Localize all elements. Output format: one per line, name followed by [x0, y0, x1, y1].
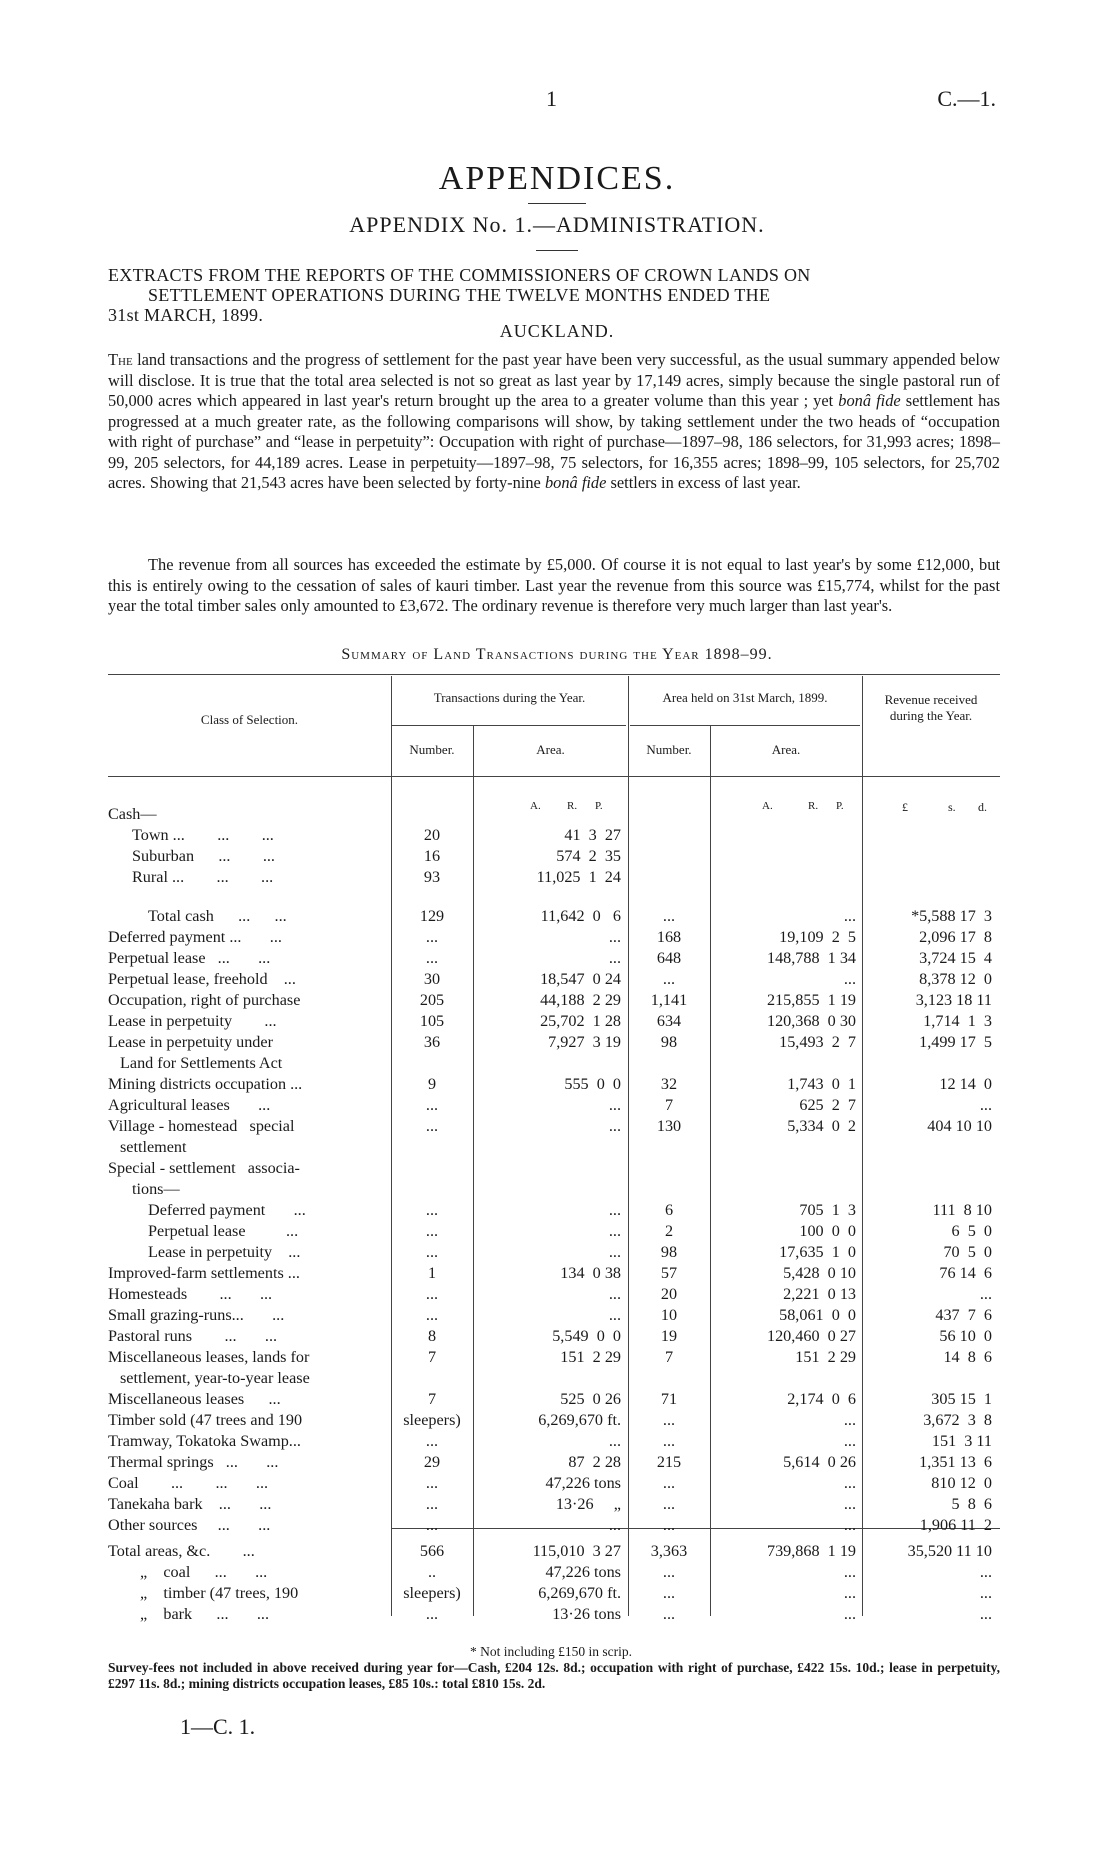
- row-revenue: 1,714 1 3: [923, 1012, 992, 1030]
- row-number-held: ...: [662, 1495, 676, 1513]
- unit-perches-1: P.: [595, 800, 603, 812]
- row-number: ...: [425, 1474, 439, 1492]
- row-number-held: 215: [656, 1453, 682, 1471]
- unit-roods-1: R.: [567, 800, 578, 812]
- row-area: 5,549 0 0: [552, 1327, 621, 1345]
- row-revenue: 5 8 6: [951, 1495, 992, 1513]
- row-number: 30: [423, 970, 441, 988]
- row-area: ...: [608, 1285, 621, 1303]
- row-area-held: 148,788 1 34: [766, 949, 856, 967]
- row-area-held: ...: [843, 1563, 856, 1581]
- row-area: ...: [608, 1306, 621, 1324]
- row-label: Town ... ... ...: [132, 826, 274, 844]
- row-revenue: 3,123 18 11: [915, 991, 992, 1009]
- row-number-held: 57: [660, 1264, 678, 1282]
- row-area: 13·26 „: [555, 1495, 621, 1513]
- row-number-held: 3,363: [650, 1542, 688, 1560]
- row-number: ...: [425, 1605, 439, 1623]
- row-revenue: 8,378 12 0: [919, 970, 992, 988]
- row-number: ...: [425, 949, 439, 967]
- header-number-1: Number.: [409, 742, 455, 757]
- row-number: 29: [423, 1453, 441, 1471]
- row-number-held: 7: [664, 1348, 674, 1366]
- row-number: 93: [423, 868, 441, 886]
- row-area: 11,642 0 6: [540, 907, 621, 925]
- row-area-held: ...: [843, 1474, 856, 1492]
- row-number: ...: [425, 1201, 439, 1219]
- row-area-held: ...: [843, 1516, 856, 1534]
- row-number-held: 6: [664, 1201, 674, 1219]
- row-revenue: 1,906 11 2: [919, 1516, 992, 1534]
- row-area: 6,269,670 ft.: [538, 1584, 621, 1602]
- row-area-held: 17,635 1 0: [779, 1243, 856, 1261]
- row-area: 18,547 0 24: [540, 970, 621, 988]
- row-revenue: 810 12 0: [931, 1474, 992, 1492]
- row-area: 574 2 35: [556, 847, 621, 865]
- row-number: 105: [419, 1012, 445, 1030]
- row-number: ...: [425, 1096, 439, 1114]
- row-area: 44,188 2 29: [540, 991, 621, 1009]
- row-label: Lease in perpetuity ...: [108, 1012, 277, 1030]
- header-transactions: Transactions during the Year.: [433, 690, 586, 705]
- row-label: Thermal springs ... ...: [108, 1453, 279, 1471]
- row-area: 115,010 3 27: [532, 1542, 621, 1560]
- row-number-held: ...: [662, 1605, 676, 1623]
- row-area-held: 58,061 0 0: [779, 1306, 856, 1324]
- table-top-rule: [108, 674, 1000, 675]
- extracts-line-3: 31st MARCH, 1899.: [108, 305, 264, 325]
- row-area-held: ...: [843, 1605, 856, 1623]
- row-label: Total areas, &c. ...: [108, 1542, 255, 1560]
- row-area: 47,226 tons: [545, 1474, 621, 1492]
- row-area: 41 3 27: [564, 826, 621, 844]
- row-label: Miscellaneous leases, lands for: [108, 1348, 310, 1366]
- row-revenue: 305 15 1: [931, 1390, 992, 1408]
- row-area: 7,927 3 19: [548, 1033, 621, 1051]
- para-text-a: land transactions and the progress of settlement for the past year have been very successful, as the usual summary appended below will disclose. It is true that the total area selected is not so great as last year by 17,149 acres, simply because the single pastoral run of 50,000 acres which appeared in last year's return brought up the area to a greater volume than this year ; yet: [108, 350, 1000, 410]
- row-area-held: 2,174 0 6: [787, 1390, 856, 1408]
- row-number-held: 98: [660, 1243, 678, 1261]
- table-title: Summary of Land Transactions during the Year 1898–99.: [341, 646, 773, 663]
- row-label: Occupation, right of purchase: [108, 991, 301, 1009]
- row-revenue: 1,351 13 6: [919, 1453, 992, 1471]
- row-revenue: ...: [979, 1584, 992, 1602]
- page-number: 1: [546, 86, 557, 111]
- row-label: Perpetual lease, freehold ...: [108, 970, 296, 988]
- row-area-held: ...: [843, 1584, 856, 1602]
- row-label: Land for Settlements Act: [120, 1054, 283, 1072]
- header-revenue: Revenue received during the Year.: [884, 692, 978, 723]
- row-area-held: 2,221 0 13: [783, 1285, 856, 1303]
- row-label: Miscellaneous leases ...: [108, 1390, 281, 1408]
- row-number-held: 7: [664, 1096, 674, 1114]
- row-number: ...: [425, 1117, 439, 1135]
- row-area-held: 5,614 0 26: [783, 1453, 856, 1471]
- row-revenue: 111 8 10: [932, 1201, 992, 1219]
- row-number: 20: [423, 826, 441, 844]
- row-label: settlement, year-to-year lease: [120, 1369, 310, 1387]
- row-area-held: ...: [843, 907, 856, 925]
- row-area: 6,269,670 ft.: [538, 1411, 621, 1429]
- row-number-held: 98: [660, 1033, 678, 1051]
- row-number-held: 32: [660, 1075, 678, 1093]
- row-revenue: *5,588 17 3: [911, 907, 992, 925]
- row-number-held: 634: [656, 1012, 682, 1030]
- row-area: 13·26 tons: [552, 1605, 621, 1623]
- row-label: Mining districts occupation ...: [108, 1075, 303, 1093]
- row-area: 11,025 1 24: [536, 868, 621, 886]
- row-label: Total cash ... ...: [148, 907, 287, 925]
- row-area: ...: [608, 1222, 621, 1240]
- row-area-held: ...: [843, 1411, 856, 1429]
- row-number: ...: [425, 928, 439, 946]
- region-heading: AUCKLAND.: [499, 321, 615, 341]
- row-area: ...: [608, 1201, 621, 1219]
- row-revenue: 12 14 0: [939, 1075, 992, 1093]
- appendix-subtitle: APPENDIX No. 1.—ADMINISTRATION.: [349, 212, 765, 237]
- row-area: ...: [608, 1096, 621, 1114]
- unit-pence: d.: [978, 800, 987, 814]
- row-label: Lease in perpetuity under: [108, 1033, 273, 1051]
- row-number: ...: [425, 1243, 439, 1261]
- row-number-held: 130: [656, 1117, 682, 1135]
- row-label: settlement: [120, 1138, 187, 1156]
- row-label: Improved-farm settlements ...: [108, 1264, 300, 1282]
- row-revenue: 6 5 0: [951, 1222, 992, 1240]
- row-area: 525 0 26: [560, 1390, 621, 1408]
- row-area-held: 120,368 0 30: [766, 1012, 856, 1030]
- row-number: ...: [425, 1516, 439, 1534]
- row-number-held: 168: [656, 928, 682, 946]
- row-number: sleepers): [403, 1584, 461, 1602]
- unit-shillings: s.: [948, 800, 956, 814]
- row-label: Deferred payment ...: [148, 1201, 306, 1219]
- row-label: Lease in perpetuity ...: [148, 1243, 301, 1261]
- unit-pound: £: [902, 800, 908, 814]
- row-area: ...: [608, 949, 621, 967]
- row-number-held: 2: [664, 1222, 674, 1240]
- footnote: * Not including £150 in scrip.: [470, 1644, 632, 1659]
- row-area-held: 19,109 2 5: [779, 928, 856, 946]
- row-label: „ bark ... ...: [140, 1605, 270, 1623]
- para-text-c: settlers in excess of last year.: [606, 473, 801, 492]
- row-area-held: 5,334 0 2: [787, 1117, 856, 1135]
- row-area-held: 151 2 29: [795, 1348, 856, 1366]
- survey-fees-note: Survey-fees not included in above received during year for—Cash, £204 12s. 8d.; occupation with right of purchase, £422 15s. 10d.; lease in perpetuity, £297 11s. 8d.; mining districts occupation leases, £85 10s.: total £810 15s. 2d.: [108, 1660, 1000, 1691]
- document-code: C.—1.: [937, 86, 996, 111]
- row-label: Timber sold (47 trees and 190: [108, 1411, 303, 1429]
- row-number-held: 10: [660, 1306, 678, 1324]
- row-area: ...: [608, 1432, 621, 1450]
- row-number-held: ...: [662, 1411, 676, 1429]
- row-number-held: ...: [662, 1563, 676, 1581]
- row-area-held: 625 2 7: [799, 1096, 856, 1114]
- row-revenue: 70 5 0: [943, 1243, 992, 1261]
- unit-acres-1: A.: [530, 800, 541, 812]
- header-number-2: Number.: [646, 742, 692, 757]
- row-revenue: 1,499 17 5: [919, 1033, 992, 1051]
- row-revenue: 2,096 17 8: [919, 928, 992, 946]
- row-revenue: 76 14 6: [939, 1264, 992, 1282]
- row-revenue: 404 10 10: [927, 1117, 992, 1135]
- row-revenue: ...: [979, 1605, 992, 1623]
- row-revenue: 35,520 11 10: [907, 1542, 992, 1560]
- row-area: 87 2 28: [568, 1453, 621, 1471]
- extracts-line-1: EXTRACTS FROM THE REPORTS OF THE COMMISSIONERS OF CROWN LANDS ON: [108, 265, 811, 285]
- row-label: Suburban ... ...: [132, 847, 275, 865]
- row-area-held: 5,428 0 10: [783, 1264, 856, 1282]
- row-label: Coal ... ... ...: [108, 1474, 269, 1492]
- row-number: ...: [425, 1432, 439, 1450]
- row-label: Pastoral runs ... ...: [108, 1327, 278, 1345]
- header-area-held: Area held on 31st March, 1899.: [662, 690, 828, 705]
- row-area-held: 120,460 0 27: [766, 1327, 856, 1345]
- row-area-held: 1,743 0 1: [787, 1075, 856, 1093]
- row-number: 7: [427, 1348, 437, 1366]
- row-number: 566: [419, 1542, 445, 1560]
- header-class: Class of Selection.: [200, 712, 299, 727]
- page-title: APPENDICES.: [438, 160, 676, 197]
- row-number: sleepers): [403, 1411, 461, 1429]
- row-number-held: 20: [660, 1285, 678, 1303]
- row-label: Village - homestead special: [108, 1117, 295, 1135]
- row-revenue: 56 10 0: [939, 1327, 992, 1345]
- row-area-held: 215,855 1 19: [766, 991, 856, 1009]
- row-number: 1: [427, 1264, 437, 1282]
- para-text-b: settlement has progressed at a much greater rate, as the following comparisons will show, by taking settlement under the two heads of “occupation with right of purchase” and “lease in perpetuity”: Occupation with right of purchase—1897–98, 186 selectors, for 31,993 acres; 1898–99, 205 selectors, for 44,189 acres. Lease in perpetuity—1897–98, 75 selectors, for 16,355 acres; 1898–99, 105 selectors, for 25,702 acres. Showing that 21,543 acres have been selected by forty-nine: [108, 391, 1000, 492]
- row-area-held: 705 1 3: [799, 1201, 856, 1219]
- para-italic-1: bonâ fide: [838, 391, 901, 410]
- row-revenue: 3,724 15 4: [919, 949, 992, 967]
- row-number-held: 19: [660, 1327, 678, 1345]
- row-area-held: ...: [843, 1432, 856, 1450]
- header-sub-rule-2: [630, 725, 860, 726]
- row-number: 205: [419, 991, 445, 1009]
- row-number: 9: [427, 1075, 437, 1093]
- row-number: 16: [423, 847, 441, 865]
- unit-perches-2: P.: [836, 800, 844, 812]
- row-area-held: ...: [843, 970, 856, 988]
- row-area: ...: [608, 928, 621, 946]
- row-label: Agricultural leases ...: [108, 1096, 271, 1114]
- row-label: Other sources ... ...: [108, 1516, 271, 1534]
- row-label: Small grazing-runs... ...: [108, 1306, 285, 1324]
- row-number-held: ...: [662, 1474, 676, 1492]
- row-area: 151 2 29: [560, 1348, 621, 1366]
- row-number-held: 648: [656, 949, 682, 967]
- row-number: ...: [425, 1495, 439, 1513]
- para-lead: The: [108, 350, 133, 369]
- row-label: „ coal ... ...: [140, 1563, 268, 1581]
- row-number: 7: [427, 1390, 437, 1408]
- row-number: 129: [419, 907, 445, 925]
- row-revenue: 437 7 6: [935, 1306, 992, 1324]
- row-area: 555 0 0: [564, 1075, 621, 1093]
- row-area: ...: [608, 1117, 621, 1135]
- row-area: 47,226 tons: [545, 1563, 621, 1581]
- row-revenue: ...: [979, 1563, 992, 1581]
- row-label: Tramway, Tokatoka Swamp...: [108, 1432, 301, 1450]
- page-code: 1—C. 1.: [180, 1714, 256, 1739]
- row-area-held: 100 0 0: [799, 1222, 856, 1240]
- row-number-held: 71: [660, 1390, 678, 1408]
- row-number-held: ...: [662, 907, 676, 925]
- row-number: ..: [427, 1563, 437, 1581]
- row-number-held: ...: [662, 1584, 676, 1602]
- row-label: Deferred payment ... ...: [108, 928, 282, 946]
- row-number-held: 1,141: [650, 991, 688, 1009]
- row-label: tions—: [132, 1180, 180, 1198]
- row-label: „ timber (47 trees, 190: [140, 1584, 299, 1602]
- row-label: Perpetual lease ... ...: [108, 949, 271, 967]
- header-sub-rule-1: [391, 725, 626, 726]
- row-area: ...: [608, 1516, 621, 1534]
- row-area-held: ...: [843, 1495, 856, 1513]
- row-number: ...: [425, 1222, 439, 1240]
- row-number-held: ...: [662, 970, 676, 988]
- row-number: 8: [427, 1327, 437, 1345]
- row-label: Special - settlement associa-: [108, 1159, 300, 1177]
- row-area-held: 739,868 1 19: [766, 1542, 856, 1560]
- row-label: Perpetual lease ...: [148, 1222, 299, 1240]
- row-area: ...: [608, 1243, 621, 1261]
- row-area-held: 15,493 2 7: [779, 1033, 856, 1051]
- row-revenue: ...: [979, 1285, 992, 1303]
- row-label: Homesteads ... ...: [108, 1285, 273, 1303]
- row-number: ...: [425, 1306, 439, 1324]
- row-number-held: ...: [662, 1516, 676, 1534]
- header-area-1: Area.: [536, 742, 565, 757]
- row-area: 25,702 1 28: [540, 1012, 621, 1030]
- para-italic-2: bonâ fide: [544, 473, 607, 492]
- row-revenue: 3,672 3 8: [923, 1411, 992, 1429]
- header-area-2: Area.: [771, 742, 801, 757]
- row-revenue: ...: [979, 1096, 992, 1114]
- row-revenue: 151 3 11: [931, 1432, 992, 1450]
- paragraph-revenue: The revenue from all sources has exceeded the estimate by £5,000. Of course it is not equal to last year's by some £12,000, but this is entirely owing to the cessation of sales of kauri timber. Last year the revenue from this source was £15,774, whilst for the past year the total timber sales only amounted to £3,672. The ordinary revenue is therefore very much larger than last year's.: [108, 555, 1000, 615]
- unit-roods-2: R.: [808, 800, 819, 812]
- row-label: Tanekaha bark ... ...: [108, 1495, 272, 1513]
- row-number: 36: [423, 1033, 441, 1051]
- row-label: Rural ... ... ...: [132, 868, 274, 886]
- unit-acres-2: A.: [762, 800, 773, 812]
- row-revenue: 14 8 6: [943, 1348, 992, 1366]
- header-bottom-rule: [108, 776, 1000, 777]
- row-label: Cash—: [108, 805, 157, 823]
- row-number: ...: [425, 1285, 439, 1303]
- row-number-held: ...: [662, 1432, 676, 1450]
- row-area: 134 0 38: [560, 1264, 621, 1282]
- extracts-line-2: SETTLEMENT OPERATIONS DURING THE TWELVE MONTHS ENDED THE: [148, 285, 771, 305]
